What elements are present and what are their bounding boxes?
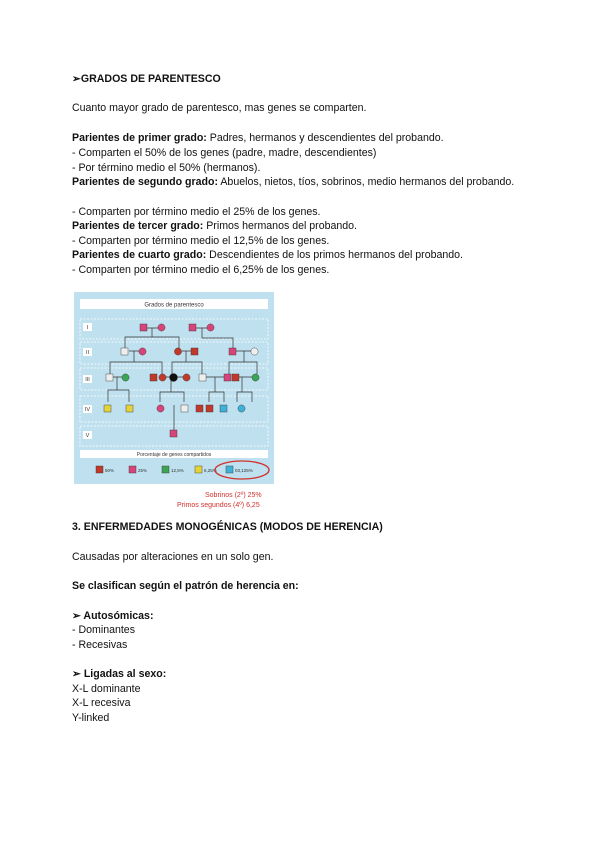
- second-degree-text: Abuelos, nietos, tíos, sobrinos, medio hermanos del probando.: [218, 176, 515, 188]
- section-heading-monogenicas: 3. ENFERMEDADES MONOGÉNICAS (MODOS DE HERENCIA): [72, 521, 383, 533]
- autosomal-heading: ➢ Autosómicas:: [72, 610, 154, 622]
- male-symbol: [106, 374, 113, 381]
- monogenic-intro: Causadas por alteraciones en un solo gen.: [72, 551, 274, 563]
- generation-label: I: [86, 325, 89, 331]
- male-symbol: [189, 324, 196, 331]
- male-symbol: [206, 405, 213, 412]
- female-symbol: [183, 374, 190, 381]
- caption-sobrinos: Sobrinos (2º) 25%: [205, 492, 262, 499]
- generation-label: III: [85, 377, 90, 383]
- pedigree-diagram: [74, 292, 274, 484]
- figure-title: Grados de parentesco: [144, 302, 204, 309]
- male-symbol: [150, 374, 157, 381]
- autosomal-item: - Dominantes: [72, 624, 135, 636]
- male-symbol: [220, 405, 227, 412]
- second-degree-bullet-1: - Comparten por término medio el 25% de los genes.: [72, 206, 321, 218]
- first-degree-label: Parientes de primer grado:: [72, 132, 207, 144]
- legend-label: 03,125%: [235, 468, 253, 473]
- caption-primos-segundos: Primos segundos (4º) 6,25: [177, 502, 260, 509]
- female-symbol: [251, 348, 258, 355]
- section-heading-parentesco: ➢GRADOS DE PARENTESCO: [72, 73, 221, 85]
- fourth-degree-line: [72, 248, 463, 263]
- male-symbol: [170, 430, 177, 437]
- male-symbol: [181, 405, 188, 412]
- male-symbol: [104, 405, 111, 412]
- generation-label: IV: [84, 407, 91, 413]
- sex-linked-heading: ➢ Ligadas al sexo:: [72, 668, 167, 680]
- fourth-degree-bullet-1: - Comparten por término medio el 6,25% de los genes.: [72, 264, 330, 276]
- male-symbol: [232, 374, 239, 381]
- female-symbol: [122, 374, 129, 381]
- female-symbol: [174, 348, 181, 355]
- male-symbol: [229, 348, 236, 355]
- third-degree-label: Parientes de tercer grado:: [72, 220, 204, 232]
- male-symbol: [191, 348, 198, 355]
- classification-line: Se clasifican según el patrón de herencia en:: [72, 580, 299, 592]
- male-symbol: [196, 405, 203, 412]
- female-symbol: [139, 348, 146, 355]
- sex-linked-item: X-L dominante: [72, 683, 141, 695]
- third-degree-text: Primos hermanos del probando.: [203, 220, 357, 232]
- second-degree-line: [72, 175, 528, 190]
- first-degree-bullet-2: - Por término medio el 50% (hermanos).: [72, 162, 261, 174]
- legend-swatch: [195, 466, 202, 473]
- male-symbol: [140, 324, 147, 331]
- female-symbol: [238, 405, 245, 412]
- legend-title: Porcentaje de genes compartidos: [136, 452, 212, 458]
- legend-swatch: [129, 466, 136, 473]
- legend-label: 12,5%: [171, 468, 184, 473]
- intro-paragraph: Cuanto mayor grado de parentesco, mas genes se comparten.: [72, 102, 367, 114]
- proband-symbol: [170, 374, 178, 382]
- sex-linked-item: X-L recesiva: [72, 697, 131, 709]
- third-degree-bullet-1: - Comparten por término medio el 12,5% de los genes.: [72, 235, 330, 247]
- female-symbol: [252, 374, 259, 381]
- fourth-degree-text: Descendientes de los primos hermanos del probando.: [206, 249, 463, 261]
- autosomal-item: - Recesivas: [72, 639, 128, 651]
- pedigree-figure: [74, 292, 274, 484]
- first-degree-text: Padres, hermanos y descendientes del probando.: [206, 132, 444, 144]
- legend-swatch: [162, 466, 169, 473]
- male-symbol: [121, 348, 128, 355]
- male-symbol: [224, 374, 231, 381]
- male-symbol: [199, 374, 206, 381]
- female-symbol: [159, 374, 166, 381]
- female-symbol: [207, 324, 214, 331]
- fourth-degree-label: Parientes de cuarto grado:: [72, 249, 207, 261]
- legend-swatch: [96, 466, 103, 473]
- male-symbol: [126, 405, 133, 412]
- first-degree-line: [72, 131, 444, 146]
- legend-label: 50%: [105, 468, 115, 473]
- second-degree-label: Parientes de segundo grado:: [72, 176, 218, 188]
- legend-label: 6,25%: [204, 468, 217, 473]
- legend-label: 25%: [138, 468, 148, 473]
- generation-label: II: [85, 350, 90, 356]
- first-degree-bullet-1: - Comparten el 50% de los genes (padre, madre, descendientes): [72, 147, 377, 159]
- legend-swatch: [226, 466, 233, 473]
- female-symbol: [157, 405, 164, 412]
- third-degree-line: [72, 219, 357, 234]
- sex-linked-item: Y-linked: [72, 712, 110, 724]
- generation-label: V: [85, 433, 90, 439]
- female-symbol: [158, 324, 165, 331]
